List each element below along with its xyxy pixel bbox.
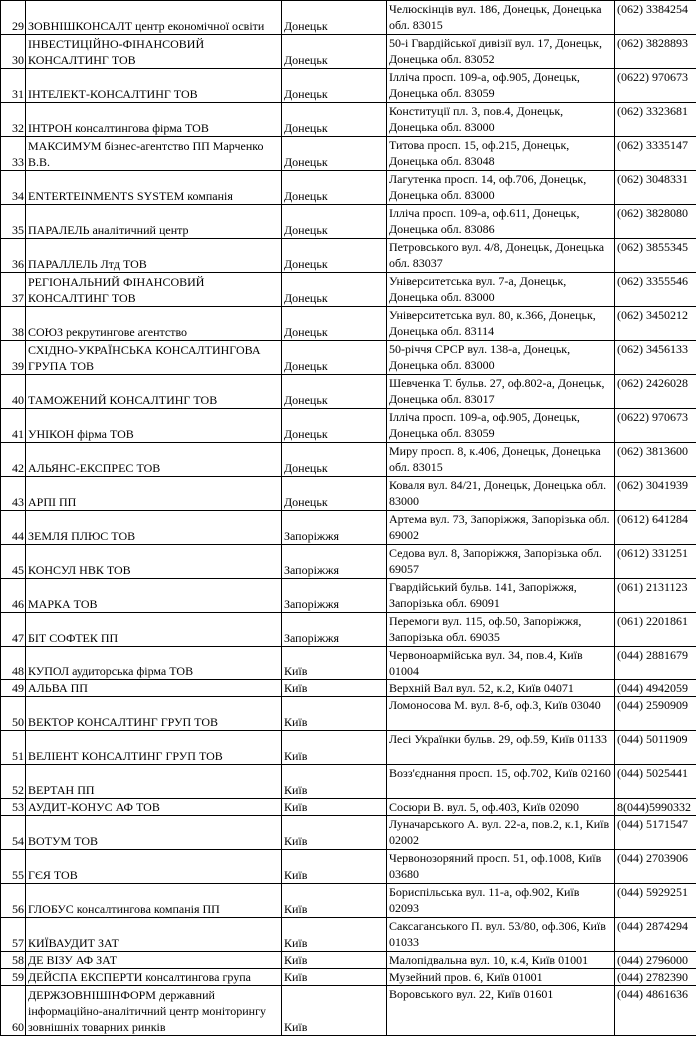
address-cell: Артема вул. 73, Запоріжжя, Запорізька обл. 69002 (387, 511, 615, 545)
company-name-cell: МАРКА ТОВ (26, 579, 282, 613)
table-row (1, 69, 696, 103)
address-cell: 50-і Гвардійської дивізії вул. 17, Донецьк, Донецька обл. 83052 (387, 35, 615, 69)
row-number: 38 (1, 307, 26, 341)
row-number: 41 (1, 409, 26, 443)
row-number: 40 (1, 375, 26, 409)
row-number: 54 (1, 816, 26, 850)
address-cell: Верхній Вал вул. 52, к.2, Київ 04071 (387, 680, 615, 697)
phone-cell: (044) 2782390 (615, 969, 696, 986)
company-name-cell: МАКСИМУМ бізнес-агентство ПП Марченко В.В. (26, 137, 282, 171)
table-row (1, 171, 696, 205)
company-name-cell: ГЄЯ ТОВ (26, 850, 282, 884)
city-cell: Донецьк (282, 171, 387, 205)
phone-cell: (0612) 331251 (615, 545, 696, 579)
city-cell: Донецьк (282, 443, 387, 477)
company-name-cell: АРПІ ПП (26, 477, 282, 511)
address-cell: Червоноармійська вул. 34, пов.4, Київ 01004 (387, 647, 615, 680)
table-row (1, 307, 696, 341)
row-number: 33 (1, 137, 26, 171)
address-cell: Саксаганського П. вул. 53/80, оф.306, Київ 01033 (387, 918, 615, 952)
phone-cell: (044) 2703906 (615, 850, 696, 884)
company-name-cell: КОНСУЛ НВК ТОВ (26, 545, 282, 579)
address-cell: Воровського вул. 22, Київ 01601 (387, 986, 615, 1036)
table-row (1, 273, 696, 307)
phone-cell: (044) 2590909 (615, 697, 696, 731)
address-cell: Лесі Українки бульв. 29, оф.59, Київ 01133 (387, 731, 615, 765)
address-cell: Перемоги вул. 115, оф.50, Запоріжжя, Запорізька обл. 69035 (387, 613, 615, 647)
phone-cell: (061) 2201861 (615, 613, 696, 647)
table-row (1, 986, 696, 1036)
phone-cell: (044) 2881679 (615, 647, 696, 680)
address-cell: Петровського вул. 4/8, Донецьк, Донецька обл. 83037 (387, 239, 615, 273)
city-cell: Київ (282, 986, 387, 1036)
company-name-cell: ДЕ ВІЗУ АФ ЗАТ (26, 952, 282, 969)
table-body (1, 1, 696, 1036)
city-cell: Донецьк (282, 205, 387, 239)
company-name-cell: ЗОВНІШКОНСАЛТ центр економічної освіти (26, 1, 282, 35)
phone-cell: (062) 3450212 (615, 307, 696, 341)
city-cell: Донецьк (282, 273, 387, 307)
table-row (1, 239, 696, 273)
table-row (1, 579, 696, 613)
city-cell: Київ (282, 765, 387, 799)
table-row (1, 952, 696, 969)
phone-cell: (062) 3335147 (615, 137, 696, 171)
company-name-cell: КУПОЛ аудиторська фірма ТОВ (26, 647, 282, 680)
table-row (1, 647, 696, 680)
company-name-cell: ГЛОБУС консалтингова компанія ПП (26, 884, 282, 918)
address-cell: Університетська вул. 7-а, Донецьк, Донецька обл. 83000 (387, 273, 615, 307)
address-cell: Сосюри В. вул. 5, оф.403, Київ 02090 (387, 799, 615, 816)
city-cell: Донецьк (282, 1, 387, 35)
row-number: 52 (1, 765, 26, 799)
phone-cell: (062) 2426028 (615, 375, 696, 409)
address-cell: Гвардійський бульв. 141, Запоріжжя, Запорізька обл. 69091 (387, 579, 615, 613)
address-cell: Університетська вул. 80, к.366, Донецьк, Донецька обл. 83114 (387, 307, 615, 341)
address-cell: Титова просп. 15, оф.215, Донецьк, Донецька обл. 83048 (387, 137, 615, 171)
address-cell: Ілліча просп. 109-а, оф.611, Донецьк, Донецька обл. 83086 (387, 205, 615, 239)
row-number: 35 (1, 205, 26, 239)
table-row (1, 511, 696, 545)
city-cell: Донецьк (282, 69, 387, 103)
address-cell: Ломоносова М. вул. 8-б, оф.3, Київ 03040 (387, 697, 615, 731)
row-number: 58 (1, 952, 26, 969)
company-name-cell: ДЕРЖЗОВНІШІНФОРМ державний інформаційно-аналітичний центр моніторингу зовнішніх товарних ринків (26, 986, 282, 1036)
company-name-cell: АЛЬЯНС-ЕКСПРЕС ТОВ (26, 443, 282, 477)
address-cell: Миру просп. 8, к.406, Донецьк, Донецька обл. 83015 (387, 443, 615, 477)
table-row (1, 545, 696, 579)
company-name-cell: ПАРАЛЕЛЬ аналітичний центр (26, 205, 282, 239)
row-number: 43 (1, 477, 26, 511)
row-number: 48 (1, 647, 26, 680)
row-number: 32 (1, 103, 26, 137)
address-cell: Возз'єднання просп. 15, оф.702, Київ 02160 (387, 765, 615, 799)
company-name-cell: ВЕЛІЕНТ КОНСАЛТИНГ ГРУП ТОВ (26, 731, 282, 765)
table-row (1, 103, 696, 137)
city-cell: Київ (282, 731, 387, 765)
company-name-cell: АУДИТ-КОНУС АФ ТОВ (26, 799, 282, 816)
phone-cell: (062) 3828080 (615, 205, 696, 239)
address-cell: Червонозоряний просп. 51, оф.1008, Київ 03680 (387, 850, 615, 884)
phone-cell: (062) 3048331 (615, 171, 696, 205)
city-cell: Київ (282, 884, 387, 918)
table-row (1, 697, 696, 731)
address-cell: Коваля вул. 84/21, Донецьк, Донецька обл. 83000 (387, 477, 615, 511)
address-cell: Малопідвальна вул. 10, к.4, Київ 01001 (387, 952, 615, 969)
phone-cell: (044) 5171547 (615, 816, 696, 850)
address-cell: Челюскінців вул. 186, Донецьк, Донецька обл. 83015 (387, 1, 615, 35)
table-row (1, 799, 696, 816)
row-number: 57 (1, 918, 26, 952)
company-name-cell: ДЕЙСПА ЕКСПЕРТИ консалтингова група (26, 969, 282, 986)
city-cell: Київ (282, 647, 387, 680)
table-row (1, 884, 696, 918)
city-cell: Донецьк (282, 375, 387, 409)
city-cell: Донецьк (282, 307, 387, 341)
company-name-cell: БІТ СОФТЕК ПП (26, 613, 282, 647)
table-row (1, 680, 696, 697)
phone-cell: (0612) 641284 (615, 511, 696, 545)
address-cell: Ілліча просп. 109-а, оф.905, Донецьк, Донецька обл. 83059 (387, 69, 615, 103)
phone-cell: (044) 5929251 (615, 884, 696, 918)
city-cell: Донецьк (282, 341, 387, 375)
row-number: 60 (1, 986, 26, 1036)
address-cell: Шевченка Т. бульв. 27, оф.802-а, Донецьк, Донецька обл. 83017 (387, 375, 615, 409)
company-name-cell: СХІДНО-УКРАЇНСЬКА КОНСАЛТИНГОВА ГРУПА ТОВ (26, 341, 282, 375)
city-cell: Донецьк (282, 35, 387, 69)
city-cell: Донецьк (282, 409, 387, 443)
company-name-cell: ВЕРТАН ПП (26, 765, 282, 799)
company-name-cell: ПАРАЛЛЕЛЬ Лтд ТОВ (26, 239, 282, 273)
phone-cell: (062) 3041939 (615, 477, 696, 511)
phone-cell: (062) 3828893 (615, 35, 696, 69)
company-name-cell: УНІКОН фірма ТОВ (26, 409, 282, 443)
phone-cell: (044) 4942059 (615, 680, 696, 697)
city-cell: Київ (282, 697, 387, 731)
table-row (1, 409, 696, 443)
phone-cell: (0622) 970673 (615, 409, 696, 443)
row-number: 37 (1, 273, 26, 307)
city-cell: Запоріжжя (282, 579, 387, 613)
company-name-cell: ВЕКТОР КОНСАЛТИНГ ГРУП ТОВ (26, 697, 282, 731)
company-name-cell: ТАМОЖЕНИЙ КОНСАЛТИНГ ТОВ (26, 375, 282, 409)
phone-cell: (0622) 970673 (615, 69, 696, 103)
phone-cell: (061) 2131123 (615, 579, 696, 613)
phone-cell: (044) 5025441 (615, 765, 696, 799)
phone-cell: (062) 3355546 (615, 273, 696, 307)
table-row (1, 137, 696, 171)
city-cell: Запоріжжя (282, 613, 387, 647)
table-row (1, 918, 696, 952)
row-number: 55 (1, 850, 26, 884)
row-number: 31 (1, 69, 26, 103)
table-row (1, 341, 696, 375)
phone-cell: 8(044)5990332 (615, 799, 696, 816)
row-number: 53 (1, 799, 26, 816)
phone-cell: (062) 3813600 (615, 443, 696, 477)
row-number: 42 (1, 443, 26, 477)
address-cell: Музейний пров. 6, Київ 01001 (387, 969, 615, 986)
table-row (1, 1, 696, 35)
company-name-cell: ІНВЕСТИЦІЙНО-ФІНАНСОВИЙ КОНСАЛТИНГ ТОВ (26, 35, 282, 69)
row-number: 51 (1, 731, 26, 765)
phone-cell: (044) 2796000 (615, 952, 696, 969)
city-cell: Київ (282, 952, 387, 969)
row-number: 46 (1, 579, 26, 613)
address-cell: Лагутенка просп. 14, оф.706, Донецьк, Донецька обл. 83000 (387, 171, 615, 205)
city-cell: Київ (282, 799, 387, 816)
table-row (1, 969, 696, 986)
address-cell: Конституції пл. 3, пов.4, Донецьк, Донецька обл. 83000 (387, 103, 615, 137)
company-name-cell: КИЇВАУДИТ ЗАТ (26, 918, 282, 952)
city-cell: Донецьк (282, 239, 387, 273)
table-row (1, 816, 696, 850)
company-name-cell: СОЮЗ рекрутингове агентство (26, 307, 282, 341)
address-cell: Луначарського А. вул. 22-а, пов.2, к.1, Київ 02002 (387, 816, 615, 850)
phone-cell: (044) 2874294 (615, 918, 696, 952)
city-cell: Донецьк (282, 477, 387, 511)
phone-cell: (062) 3323681 (615, 103, 696, 137)
city-cell: Київ (282, 816, 387, 850)
phone-cell: (062) 3855345 (615, 239, 696, 273)
company-name-cell: РЕГІОНАЛЬНИЙ ФІНАНСОВИЙ КОНСАЛТИНГ ТОВ (26, 273, 282, 307)
row-number: 29 (1, 1, 26, 35)
table-row (1, 35, 696, 69)
company-name-cell: ЗЕМЛЯ ПЛЮС ТОВ (26, 511, 282, 545)
row-number: 45 (1, 545, 26, 579)
company-name-cell: ІНТРОН консалтингова фірма ТОВ (26, 103, 282, 137)
city-cell: Київ (282, 680, 387, 697)
table-row (1, 205, 696, 239)
phone-cell: (062) 3384254 (615, 1, 696, 35)
row-number: 49 (1, 680, 26, 697)
table-row (1, 613, 696, 647)
company-name-cell: ENTERTEINMENTS SYSTEM компанія (26, 171, 282, 205)
row-number: 34 (1, 171, 26, 205)
row-number: 39 (1, 341, 26, 375)
table-row (1, 850, 696, 884)
row-number: 47 (1, 613, 26, 647)
row-number: 56 (1, 884, 26, 918)
table-row (1, 375, 696, 409)
company-name-cell: ВОТУМ ТОВ (26, 816, 282, 850)
row-number: 36 (1, 239, 26, 273)
address-cell: Седова вул. 8, Запоріжжя, Запорізька обл. 69057 (387, 545, 615, 579)
company-name-cell: АЛЬВА ПП (26, 680, 282, 697)
address-cell: Ілліча просп. 109-а, оф.905, Донецьк, Донецька обл. 83059 (387, 409, 615, 443)
city-cell: Запоріжжя (282, 511, 387, 545)
table-row (1, 443, 696, 477)
table-row (1, 477, 696, 511)
phone-cell: (062) 3456133 (615, 341, 696, 375)
row-number: 30 (1, 35, 26, 69)
row-number: 59 (1, 969, 26, 986)
row-number: 44 (1, 511, 26, 545)
company-name-cell: ІНТЕЛЕКТ-КОНСАЛТИНГ ТОВ (26, 69, 282, 103)
address-cell: 50-річчя СРСР вул. 138-а, Донецьк, Донецька обл. 83000 (387, 341, 615, 375)
city-cell: Київ (282, 918, 387, 952)
table-row (1, 731, 696, 765)
address-cell: Бориспільська вул. 11-а, оф.902, Київ 02093 (387, 884, 615, 918)
city-cell: Київ (282, 850, 387, 884)
city-cell: Київ (282, 969, 387, 986)
city-cell: Донецьк (282, 103, 387, 137)
city-cell: Донецьк (282, 137, 387, 171)
row-number: 50 (1, 697, 26, 731)
phone-cell: (044) 5011909 (615, 731, 696, 765)
table-row (1, 765, 696, 799)
phone-cell: (044) 4861636 (615, 986, 696, 1036)
city-cell: Запоріжжя (282, 545, 387, 579)
